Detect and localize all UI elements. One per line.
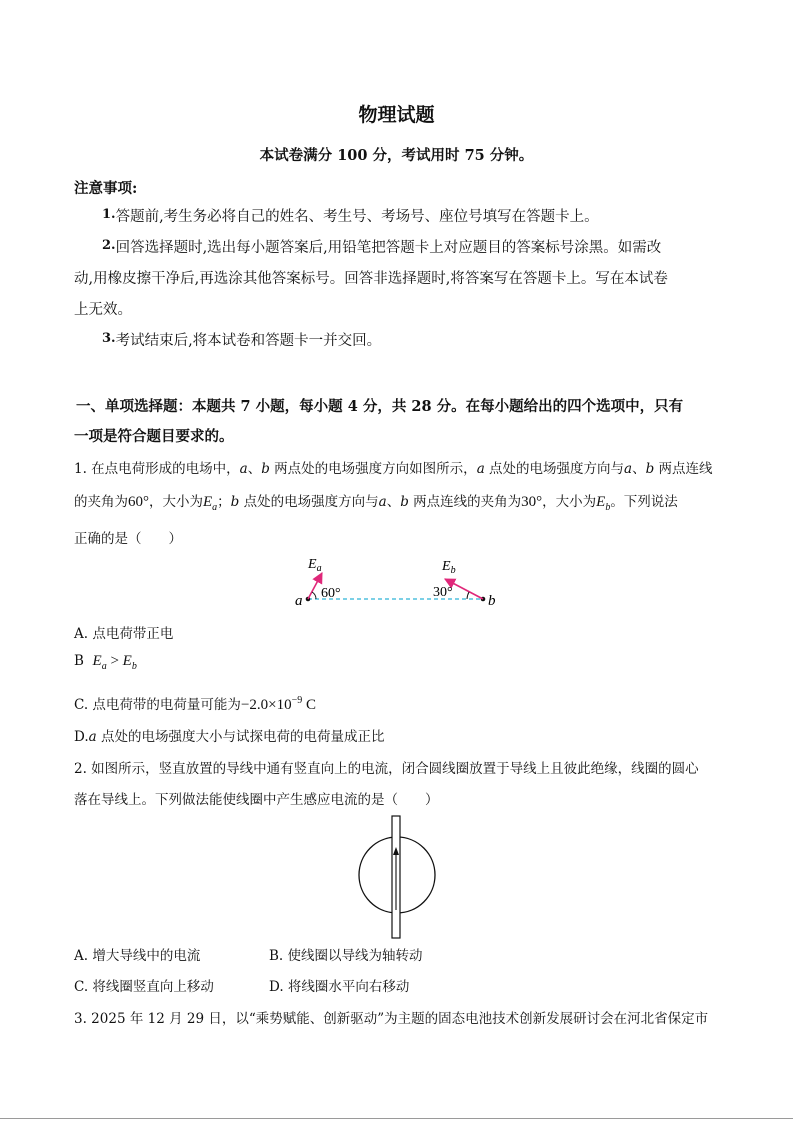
notice-item-2-line2: 动,用橡皮擦干净后,再选涂其他答案标号。回答非选择题时,将答案写在答题卡上。写在本试卷 xyxy=(74,271,668,287)
charge-value xyxy=(241,697,316,713)
notice-item-number: 2. xyxy=(102,238,116,253)
label-point-a: a xyxy=(295,593,303,609)
option-label: D. xyxy=(74,729,89,745)
symbol-E: E xyxy=(92,653,102,669)
q1-option-a: A. 点电荷带正电 xyxy=(74,626,174,642)
q1-text: 、 xyxy=(386,494,401,510)
angle-label-a: 60° xyxy=(321,586,341,601)
option-text: 点处的电场强度大小与试探电荷的电荷量成正比 xyxy=(96,729,385,745)
symbol-Eb xyxy=(596,494,611,513)
page-title: 物理试题 xyxy=(358,104,435,126)
q1-text: 的夹角为 xyxy=(74,494,128,510)
label-Ea: $E_a$ xyxy=(308,557,322,574)
angle-label-b: 30° xyxy=(433,585,453,600)
var-a: a xyxy=(624,461,633,477)
angle-arc-b xyxy=(467,592,469,599)
var-a: a xyxy=(88,729,97,745)
symbol-E: E xyxy=(122,653,132,669)
q1-text: ，大小为 xyxy=(542,494,597,510)
q1-text: 、 xyxy=(632,461,646,477)
field-diagram xyxy=(290,548,510,614)
var-b: b xyxy=(400,494,409,510)
q1-text: 两点处的电场强度方向如图所示， xyxy=(269,461,477,477)
label-point-b: b xyxy=(488,593,496,609)
section-heading: 一、单项选择题：本题共 7 小题，每小题 4 分，共 28 分。在每小题给出的四个选项中，只有 xyxy=(76,398,684,415)
q1-option-c xyxy=(74,693,316,714)
question-1-line1 xyxy=(74,457,713,477)
symbol-Ea xyxy=(203,494,218,513)
q1-text: 、 xyxy=(247,461,262,477)
var-a: a xyxy=(476,461,485,477)
charge-mantissa: −2.0×10 xyxy=(240,697,292,713)
var-b: b xyxy=(230,494,240,510)
exam-info: 本试卷满分 100 分，考试用时 75 分钟。 xyxy=(259,147,534,164)
q1-text: 点处的电场强度方向与 xyxy=(239,494,379,510)
angle-30: 30° xyxy=(521,494,543,510)
notice-item-2-line3: 上无效。 xyxy=(74,302,132,318)
question-3-line1: 3. 2025 年 12 月 29 日，以“乘势赋能、创新驱动”为主题的固态电池技术创新发展研讨会在河北省保定市 xyxy=(74,1011,709,1027)
page-bottom-rule xyxy=(0,1118,793,1119)
notice-item-text: 答题前,考生务必将自己的姓名、考生号、考场号、座位号填写在答题卡上。 xyxy=(115,209,599,225)
q2-option-a: A. 增大导线中的电流 xyxy=(74,948,201,964)
question-2-line1: 2. 如图所示，竖直放置的导线中通有竖直向上的电流，闭合圆线圈放置于导线上且彼此绝缘，线圈的圆心 xyxy=(74,761,699,777)
label-Eb: $E_b$ xyxy=(442,559,456,576)
symbol-Ea xyxy=(92,653,107,672)
q1-text: 。下列说法 xyxy=(610,494,678,510)
angle-60: 60° xyxy=(128,494,149,510)
var-a: a xyxy=(239,461,248,477)
notice-item-number: 1. xyxy=(102,207,116,222)
var-b: b xyxy=(645,461,655,477)
exponent: −9 xyxy=(291,695,303,706)
unit: C xyxy=(302,697,317,713)
option-text: C. 点电荷带的电荷量可能为 xyxy=(74,697,241,713)
greater-than: > xyxy=(106,653,123,669)
notice-item-1 xyxy=(102,205,599,226)
subscript: b xyxy=(131,661,137,672)
q2-option-b: B. 使线圈以导线为轴转动 xyxy=(269,948,423,964)
question-2-line2: 落在导线上。下列做法能使线圈中产生感应电流的是（ ） xyxy=(74,792,439,808)
q1-option-b xyxy=(74,653,137,672)
q1-text: 1. 在点电荷形成的电场中， xyxy=(74,461,240,477)
q1-text: 点处的电场强度方向与 xyxy=(484,461,625,477)
section-heading-line2: 一项是符合题目要求的。 xyxy=(74,428,234,445)
q1-option-d xyxy=(74,725,385,745)
q2-option-c: C. 将线圈竖直向上移动 xyxy=(74,979,214,995)
subscript: a xyxy=(212,502,218,513)
q1-text: 两点连线 xyxy=(654,461,713,477)
symbol-Eb xyxy=(122,653,137,672)
angle-arc-a xyxy=(312,592,316,599)
question-1-line3: 正确的是（ ） xyxy=(74,531,182,547)
q1-text: 两点连线的夹角为 xyxy=(408,494,522,510)
notice-item-text: 回答选择题时,选出每小题答案后,用铅笔把答题卡上对应题目的答案标号涂黑。如需改 xyxy=(115,240,662,256)
notice-item-number: 3. xyxy=(102,331,116,346)
symbol-E: E xyxy=(203,494,213,510)
notice-heading: 注意事项: xyxy=(74,180,138,197)
q1-text: ，大小为 xyxy=(149,494,203,510)
symbol-E: E xyxy=(596,494,606,510)
subscript: b xyxy=(605,502,611,513)
option-label: B xyxy=(74,653,84,669)
notice-item-3 xyxy=(102,329,381,350)
q1-text: ； xyxy=(217,494,231,510)
notice-item-text: 考试结束后,将本试卷和答题卡一并交回。 xyxy=(115,333,382,349)
notice-item-2 xyxy=(102,236,661,257)
var-a: a xyxy=(378,494,387,510)
var-b: b xyxy=(261,461,270,477)
subscript: a xyxy=(101,661,107,672)
coil-wire-diagram xyxy=(355,815,439,941)
question-1-line2 xyxy=(74,490,678,513)
q2-option-d: D. 将线圈水平向右移动 xyxy=(269,979,410,995)
